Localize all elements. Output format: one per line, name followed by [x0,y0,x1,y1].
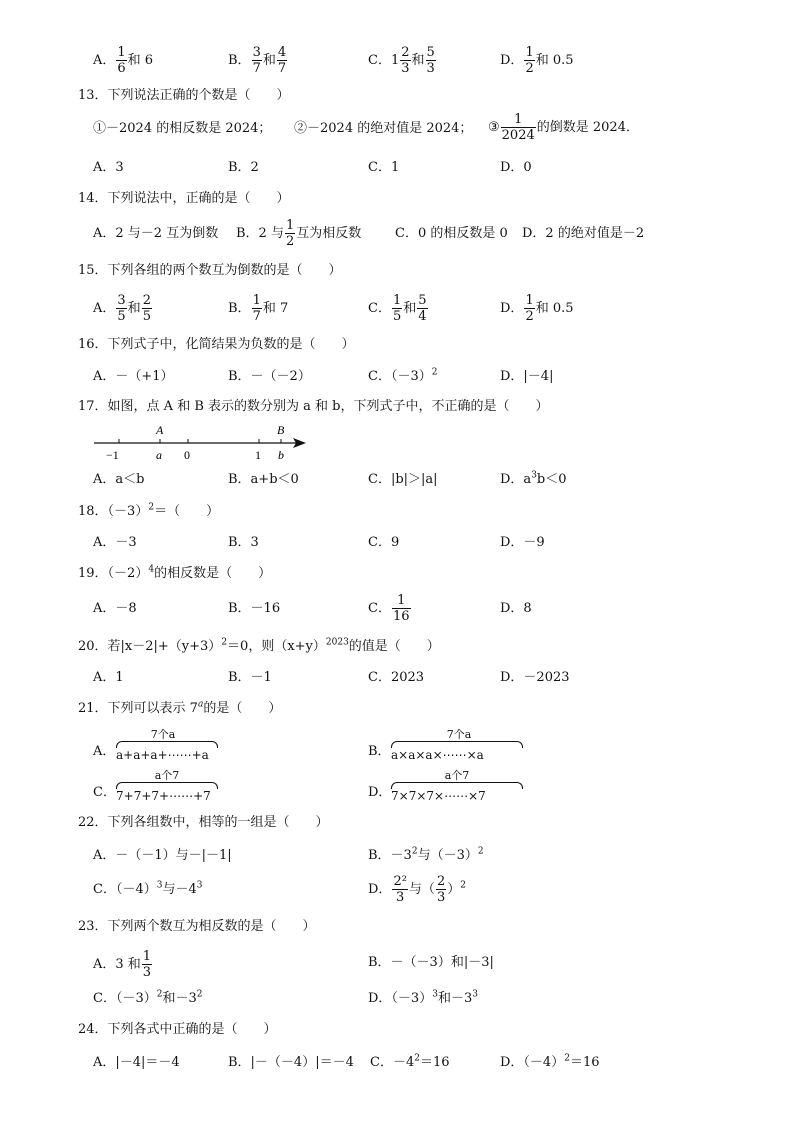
q24-option-a: A．|－4|＝－4 [93,1055,180,1070]
q14-option-a: A．2 与－2 互为倒数 [93,226,219,241]
q15-option-d: D． $\frac{1}{2}$ 和 0.5 [500,293,574,324]
q19-option-b: B．－16 [228,601,281,616]
q17-option-c: C．|b|＞|a| [368,472,438,487]
q20-option-b: B．－1 [228,670,272,685]
tick-label-zero: 0 [184,448,190,462]
q15-option-a: A． $\frac{3}{5}$ 和 $\frac{2}{5}$ [93,293,151,324]
q20-stem: 20．若$|x-2|+(y+3)^2=0$，则$(x+y)^{2023}$的值是（ ） [78,637,440,654]
q22-stem: 22．下列各组数中，相等的一组是（ ） [78,815,329,830]
q22-option-d: D． $\frac{\text{2²}}{3}$ 与（ $\frac{2}{3}$ ）$^2$ [368,874,466,905]
q13-statement-1: ①－2024 的相反数是 2024； [93,121,272,136]
q20-option-d: D．－2023 [500,670,570,685]
q14-option-d: D．2 的绝对值是－2 [522,226,645,241]
q21-option-d-expr: 7×7×7×⋯⋯×7 [391,789,486,803]
q24-option-d: D．$(-4)^2=16$ [500,1053,600,1070]
q15-stem: 15．下列各组的两个数互为倒数的是（ ） [78,263,342,278]
q18-option-b: B．3 [228,535,259,550]
q24-option-b: B．|－（－4）|＝－4 [228,1055,354,1070]
point-label-b: B [277,423,285,437]
q21-option-c-brace-label: a个7 [154,769,180,782]
q13-stem: 13．下列说法正确的个数是（ ） [78,88,290,103]
q23-option-d: D．$(-3)^3$和$-3^3$ [368,989,478,1006]
q21-option-c-letter: C． [93,785,116,800]
q19-option-c: C． $\frac{1}{16}$ [368,593,410,624]
point-label-a: A [156,423,164,437]
q16-stem: 16．下列式子中，化简结果为负数的是（ ） [78,337,355,352]
q21-option-b-expr: a×a×a×⋯⋯×a [391,748,484,762]
q13-statement-2: ②－2024 的绝对值是 2024； [294,121,473,136]
fraction: $\frac{1}{6}$ [117,45,126,76]
q21-option-a-expr: a+a+a+⋯⋯+a [116,748,209,762]
q12-option-c: C．1 $\frac{2}{3}$ 和 $\frac{5}{3}$ [368,45,435,76]
q21-option-d-letter: D． [368,785,392,800]
q21-option-b-letter: B． [368,744,391,759]
q16-option-d: D．|－4| [500,369,554,384]
q17-option-a: A．a＜b [93,472,145,487]
q20-option-a: A．1 [93,670,124,685]
q21-stem: 21．下列可以表示 7$^a$的是（ ） [78,699,282,716]
q22-option-a: A．－（－1）与－|－1| [93,848,232,863]
q23-option-b: B．－（－3）和|－3| [368,955,494,970]
q16-option-a: A．－（+1） [93,369,174,384]
q13-statement-3: ③ $\frac{1}{2024}$ 的倒数是 2024． [488,112,639,143]
q21-option-a-letter: A． [93,744,116,759]
q24-option-c: C．$-4^2=16$ [370,1053,450,1070]
q19-option-d: D．8 [500,601,532,616]
q21-option-d-brace-label: a个7 [444,769,470,782]
q15-option-c: C． $\frac{1}{5}$ 和 $\frac{5}{4}$ [368,293,427,324]
q12-option-d: D． $\frac{1}{2}$ 和 0.5 [500,45,574,76]
q13-option-c: C．1 [368,160,400,175]
q19-stem: 19．$(-2)^4$的相反数是（ ） [78,564,272,581]
q16-option-c: C．$(-3)^2$ [368,367,438,384]
tick-label-a: a [156,448,162,462]
q22-option-b: B．$-3^2$与$(-3)^2$ [368,846,484,863]
q12-option-a: A． $\frac{1}{6}$ 和 6 [93,45,154,76]
q13-option-d: D．0 [500,160,532,175]
q18-option-a: A．－3 [93,535,137,550]
tick-label-b: b [278,448,284,462]
number-line-figure [90,422,320,464]
q15-option-b: B． $\frac{1}{7}$ 和 7 [228,293,289,324]
q23-option-c: C．$(-3)^2$和$-3^2$ [93,989,203,1006]
tick-label-minus-one: −1 [106,448,119,462]
q19-option-a: A．－8 [93,601,137,616]
q22-option-c: C．$(-4)^3$与$-4^3$ [93,880,203,897]
q24-stem: 24．下列各式中正确的是（ ） [78,1022,277,1037]
q17-option-d: D．$a^3b<0$ [500,470,567,487]
q23-option-a: A．3 和 $\frac{1}{3}$ [93,949,152,980]
q16-option-b: B．－（－2） [228,369,311,384]
q14-option-b: B．2 与 $\frac{1}{2}$ 互为相反数 [236,218,362,249]
q18-option-c: C．9 [368,535,400,550]
q18-option-d: D．－9 [500,535,545,550]
q14-stem: 14．下列说法中，正确的是（ ） [78,191,290,206]
q17-stem: 17．如图，点 A 和 B 表示的数分别为 a 和 b，下列式子中，不正确的是（ ） [78,399,549,414]
q21-option-b-brace-label: 7个a [446,728,472,741]
q14-option-c: C．0 的相反数是 0 [395,226,508,241]
q20-option-c: C．2023 [368,670,425,685]
q13-option-a: A．3 [93,160,124,175]
tick-label-one: 1 [255,448,261,462]
q17-option-b: B．a+b＜0 [228,472,299,487]
q21-option-a-brace-label: 7个a [150,728,176,741]
q12-option-b: B． $\frac{3}{7}$ 和 $\frac{4}{7}$ [228,45,287,76]
q13-option-b: B．2 [228,160,259,175]
q18-stem: 18．$(-3)^2=$（ ） [78,502,220,519]
q21-option-c-expr: 7+7+7+⋯⋯+7 [116,789,211,803]
q23-stem: 23．下列两个数互为相反数的是（ ） [78,919,316,934]
